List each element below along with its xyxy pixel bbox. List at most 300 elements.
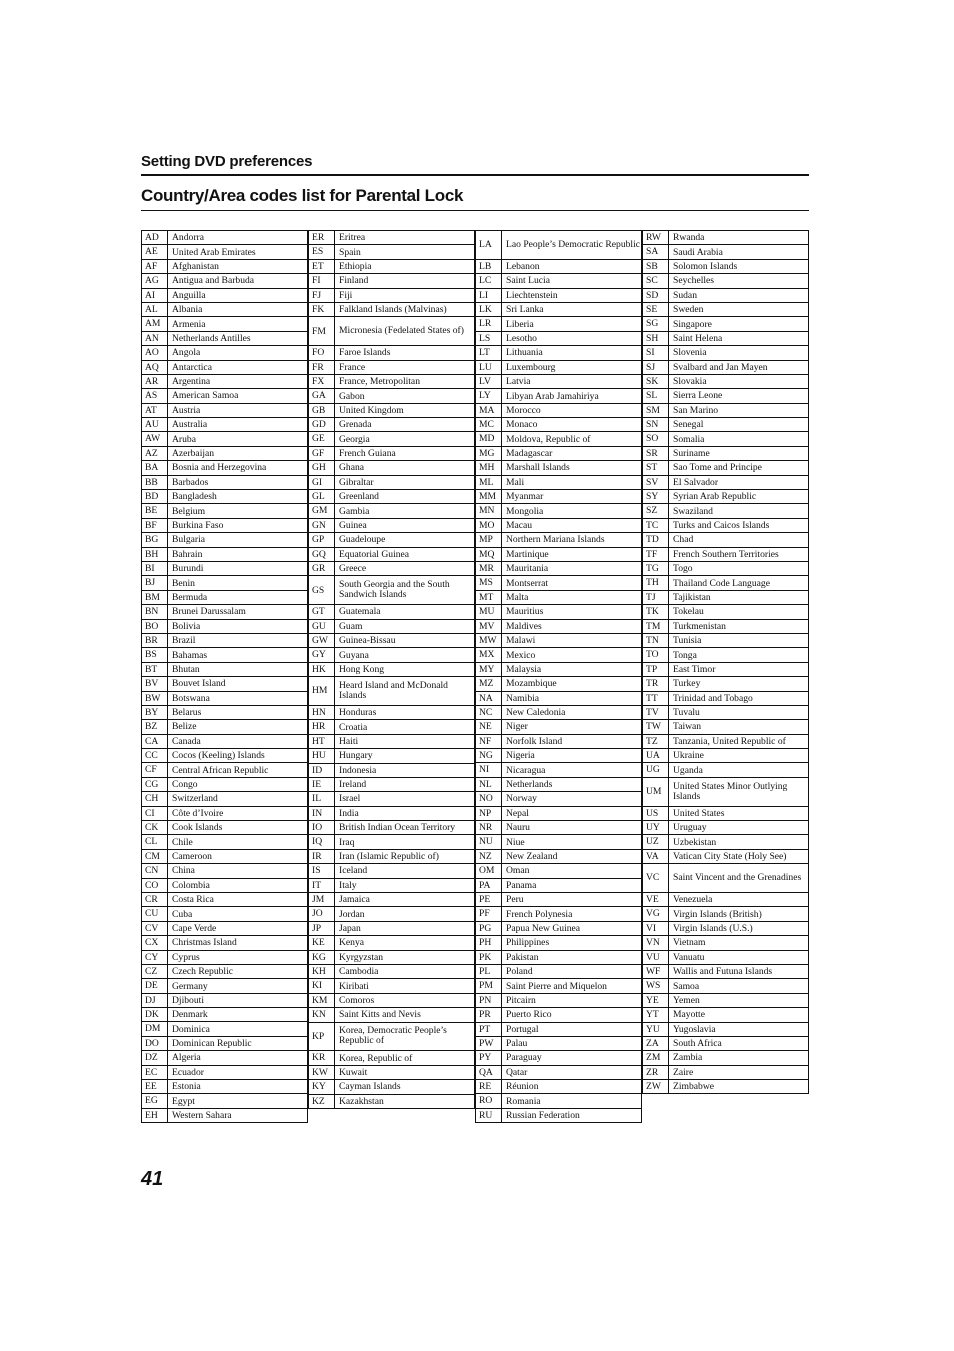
table-row <box>642 1023 809 1037</box>
country-name: Faroe Islands <box>339 347 391 359</box>
country-name: Brunei Darussalam <box>172 606 246 618</box>
country-code: BV <box>142 677 168 690</box>
table-row <box>642 951 809 965</box>
country-code: NU <box>476 835 502 848</box>
country-code: CG <box>142 778 168 791</box>
table-row <box>642 404 809 418</box>
table-row <box>308 893 475 907</box>
table-row <box>475 375 642 389</box>
country-code: BH <box>142 548 168 561</box>
country-name: Bouvet Island <box>172 678 226 690</box>
table-row <box>308 476 475 490</box>
table-row <box>642 763 809 777</box>
country-code: KR <box>309 1051 335 1064</box>
code-column-3 <box>475 230 642 1123</box>
table-row <box>308 778 475 792</box>
country-name: Malta <box>506 591 529 603</box>
country-code: AI <box>142 289 168 302</box>
table-row <box>141 1051 308 1065</box>
country-name: Dominican Republic <box>172 1038 252 1050</box>
country-name: Svalbard and Jan Mayen <box>673 361 768 373</box>
country-name: United States Minor Outlying Islands <box>673 780 788 802</box>
table-row <box>642 504 809 518</box>
country-name: Tuvalu <box>673 707 700 719</box>
table-row <box>308 706 475 720</box>
country-code: SM <box>643 404 669 417</box>
country-code: TC <box>643 519 669 532</box>
country-name: Togo <box>673 563 693 575</box>
table-row <box>642 835 809 849</box>
table-row <box>308 792 475 806</box>
country-name: Bulgaria <box>172 534 206 546</box>
country-name: France, Metropolitan <box>339 376 420 388</box>
country-code: GR <box>309 562 335 575</box>
table-row <box>475 303 642 317</box>
country-name: Cook Islands <box>172 822 223 834</box>
table-row <box>141 1022 308 1036</box>
country-name: Latvia <box>506 376 531 388</box>
country-name: Virgin Islands (British) <box>673 908 762 920</box>
country-name: Lao People’s Democratic Republic <box>506 238 641 250</box>
country-code: TR <box>643 677 669 690</box>
country-code: NR <box>476 821 502 834</box>
country-name: Netherlands <box>506 779 553 791</box>
country-code: KZ <box>309 1095 335 1108</box>
country-code: SH <box>643 332 669 345</box>
country-code: AF <box>142 260 168 273</box>
country-name: Marshall Islands <box>506 462 570 474</box>
country-code-table <box>141 230 809 1130</box>
country-name: Azerbaijan <box>172 448 215 460</box>
country-code: SB <box>643 260 669 273</box>
country-code: VE <box>643 893 669 906</box>
table-row <box>642 1051 809 1065</box>
table-row <box>308 807 475 821</box>
table-row <box>141 893 308 907</box>
country-name: British Indian Ocean Territory <box>339 822 456 834</box>
country-name: Liechtenstein <box>506 289 558 301</box>
table-row <box>475 548 642 562</box>
table-row <box>475 461 642 475</box>
country-code: KM <box>309 994 335 1007</box>
country-name: Egypt <box>172 1095 195 1107</box>
country-code: BY <box>142 706 168 719</box>
table-row <box>642 648 809 662</box>
country-name: Cape Verde <box>172 922 217 934</box>
table-row <box>475 922 642 936</box>
country-code: CY <box>142 951 168 964</box>
country-code: MY <box>476 663 502 676</box>
table-row <box>475 994 642 1008</box>
country-name: United States <box>673 807 725 819</box>
country-code: NO <box>476 792 502 805</box>
country-code: GA <box>309 389 335 402</box>
country-code: TG <box>643 562 669 575</box>
country-code: ID <box>309 764 335 777</box>
country-code: IE <box>309 778 335 791</box>
table-row <box>141 461 308 475</box>
table-row <box>141 778 308 792</box>
country-code: TJ <box>643 591 669 604</box>
table-row <box>308 965 475 979</box>
country-name: Jamaica <box>339 894 370 906</box>
table-row <box>642 432 809 446</box>
table-row <box>475 850 642 864</box>
country-code: SZ <box>643 504 669 517</box>
country-name: Georgia <box>339 433 370 445</box>
country-name: Oman <box>506 865 530 877</box>
table-row <box>475 778 642 792</box>
table-row <box>642 303 809 317</box>
country-name: Qatar <box>506 1066 528 1078</box>
country-name: Montserrat <box>506 577 549 589</box>
country-name: Nigeria <box>506 750 535 762</box>
country-code: TO <box>643 648 669 661</box>
table-row <box>642 591 809 605</box>
table-row <box>475 504 642 518</box>
country-code: TW <box>643 720 669 733</box>
table-row <box>308 749 475 763</box>
table-row <box>642 692 809 706</box>
country-code: BF <box>142 519 168 532</box>
country-code: AO <box>142 346 168 359</box>
country-code: SC <box>643 274 669 287</box>
country-name: French Southern Territories <box>673 548 779 560</box>
country-name: Bahrain <box>172 548 203 560</box>
table-row <box>141 648 308 662</box>
table-row <box>475 807 642 821</box>
country-code: MD <box>476 432 502 445</box>
table-row <box>141 663 308 677</box>
country-name: Solomon Islands <box>673 260 738 272</box>
country-name: Mayotte <box>673 1009 705 1021</box>
country-name: Kyrgyzstan <box>339 951 384 963</box>
country-name: Slovenia <box>673 347 707 359</box>
country-name: Bosnia and Herzegovina <box>172 462 267 474</box>
table-row <box>141 951 308 965</box>
table-row <box>642 375 809 389</box>
table-row <box>141 274 308 288</box>
table-row <box>308 634 475 648</box>
table-row <box>308 936 475 950</box>
table-row <box>308 504 475 518</box>
country-code: CF <box>142 763 168 776</box>
country-code: CO <box>142 879 168 892</box>
country-name: Ethiopia <box>339 260 372 272</box>
country-name: Falkland Islands (Malvinas) <box>339 304 447 316</box>
country-code: UG <box>643 763 669 776</box>
country-name: Nepal <box>506 807 529 819</box>
country-name: Norfolk Island <box>506 735 563 747</box>
country-name: Cyprus <box>172 951 200 963</box>
table-row <box>642 634 809 648</box>
country-name: Seychelles <box>673 275 715 287</box>
table-row <box>475 447 642 461</box>
country-name: Syrian Arab Republic <box>673 491 757 503</box>
country-name: Haiti <box>339 735 359 747</box>
table-row <box>141 864 308 878</box>
table-row <box>642 447 809 461</box>
country-name: Côte d’Ivoire <box>172 807 224 819</box>
table-row <box>475 936 642 950</box>
country-code: GW <box>309 634 335 647</box>
country-code: LB <box>476 260 502 273</box>
country-name: Malawi <box>506 635 536 647</box>
country-code: CI <box>142 807 168 820</box>
country-code: MN <box>476 504 502 517</box>
table-row <box>475 605 642 619</box>
country-name: Niger <box>506 721 528 733</box>
country-name: San Marino <box>673 404 719 416</box>
table-row <box>642 907 809 921</box>
country-code: RE <box>476 1080 502 1093</box>
section-title: Setting DVD preferences <box>141 153 313 170</box>
table-row <box>308 677 475 706</box>
country-code: RO <box>476 1094 502 1107</box>
country-code: NF <box>476 735 502 748</box>
country-name: Tokelau <box>673 606 704 618</box>
table-row <box>141 1109 308 1123</box>
table-row <box>642 418 809 432</box>
country-code: TD <box>643 533 669 546</box>
country-code: LC <box>476 274 502 287</box>
table-row <box>475 562 642 576</box>
country-name: Belize <box>172 721 197 733</box>
country-code: FJ <box>309 289 335 302</box>
table-row <box>642 231 809 245</box>
country-name: India <box>339 807 359 819</box>
country-code: MA <box>476 404 502 417</box>
table-row <box>642 720 809 734</box>
country-name: French Guiana <box>339 448 396 460</box>
country-code: AU <box>142 418 168 431</box>
country-name: Mozambique <box>506 678 557 690</box>
country-name: Nicaragua <box>506 764 546 776</box>
table-row <box>141 979 308 993</box>
country-code: BW <box>142 692 168 705</box>
country-name: Netherlands Antilles <box>172 332 251 344</box>
country-name: Ghana <box>339 462 365 474</box>
country-code: MH <box>476 461 502 474</box>
country-name: Poland <box>506 966 533 978</box>
table-row <box>475 389 642 403</box>
country-name: Greece <box>339 563 367 575</box>
table-row <box>642 461 809 475</box>
table-row <box>475 533 642 547</box>
table-row <box>642 562 809 576</box>
country-name: Trinidad and Tobago <box>673 692 753 704</box>
country-name: Pitcairn <box>506 994 536 1006</box>
country-code: NG <box>476 749 502 762</box>
country-name: Belarus <box>172 707 202 719</box>
country-name: Panama <box>506 879 537 891</box>
table-row <box>308 231 475 245</box>
country-code: KY <box>309 1080 335 1093</box>
table-row <box>308 418 475 432</box>
table-row <box>141 605 308 619</box>
country-code: AG <box>142 274 168 287</box>
country-code: BR <box>142 634 168 647</box>
country-code: GD <box>309 418 335 431</box>
country-name: Western Sahara <box>172 1110 232 1122</box>
country-name: Norway <box>506 793 537 805</box>
country-code: GT <box>309 605 335 618</box>
table-row <box>141 965 308 979</box>
country-code: AM <box>142 317 168 330</box>
country-code: PL <box>476 965 502 978</box>
country-code: LR <box>476 317 502 330</box>
heading-rule <box>141 210 809 211</box>
country-name: Vietnam <box>673 937 706 949</box>
country-name: Hong Kong <box>339 663 385 675</box>
country-name: South Africa <box>673 1038 722 1050</box>
country-name: Cameroon <box>172 850 212 862</box>
table-row <box>141 807 308 821</box>
country-name: Sao Tome and Principe <box>673 462 762 474</box>
country-code: DZ <box>142 1051 168 1064</box>
table-row <box>475 792 642 806</box>
country-name: Mauritius <box>506 606 544 618</box>
country-code: KP <box>309 1023 335 1051</box>
country-code: CA <box>142 735 168 748</box>
country-name: Sri Lanka <box>506 304 544 316</box>
country-name: Argentina <box>172 376 211 388</box>
country-name: Israel <box>339 793 361 805</box>
country-name: Portugal <box>506 1023 539 1035</box>
country-code: PT <box>476 1023 502 1036</box>
country-name: Bermuda <box>172 591 208 603</box>
table-row <box>475 231 642 260</box>
table-row <box>475 490 642 504</box>
table-row <box>642 749 809 763</box>
table-row <box>475 576 642 590</box>
code-column-2 <box>308 230 475 1109</box>
country-code: BD <box>142 490 168 503</box>
country-code: IQ <box>309 835 335 848</box>
table-row <box>308 821 475 835</box>
table-row <box>308 648 475 662</box>
table-row <box>308 1095 475 1109</box>
table-row <box>308 764 475 778</box>
country-code: HN <box>309 706 335 719</box>
table-row <box>475 893 642 907</box>
table-row <box>308 979 475 993</box>
country-code: SK <box>643 375 669 388</box>
country-name: Réunion <box>506 1081 539 1093</box>
country-name: Tanzania, United Republic of <box>673 735 786 747</box>
country-name: Rwanda <box>673 232 705 244</box>
country-code: MW <box>476 634 502 647</box>
country-code: GE <box>309 432 335 445</box>
table-row <box>475 1094 642 1108</box>
country-code: PA <box>476 879 502 892</box>
table-row <box>642 850 809 864</box>
country-name: Libyan Arab Jamahiriya <box>506 390 599 402</box>
table-row <box>475 835 642 849</box>
country-name: Guinea-Bissau <box>339 635 396 647</box>
country-code: ST <box>643 461 669 474</box>
country-name: Ukraine <box>673 750 704 762</box>
table-row <box>308 562 475 576</box>
table-row <box>475 361 642 375</box>
table-row <box>475 1066 642 1080</box>
country-name: French Polynesia <box>506 908 573 920</box>
country-code: DO <box>142 1037 168 1050</box>
country-name: Madagascar <box>506 448 553 460</box>
country-code: TK <box>643 605 669 618</box>
country-name: Uzbekistan <box>673 836 717 848</box>
table-row <box>475 332 642 346</box>
country-code: CR <box>142 893 168 906</box>
country-name: Australia <box>172 419 208 431</box>
country-code: KN <box>309 1008 335 1021</box>
table-row <box>141 289 308 303</box>
table-row <box>308 922 475 936</box>
country-name: Costa Rica <box>172 894 214 906</box>
country-code: AT <box>142 404 168 417</box>
country-name: Turkmenistan <box>673 620 726 632</box>
country-code: ZM <box>643 1051 669 1064</box>
table-row <box>475 620 642 634</box>
table-row <box>308 1008 475 1022</box>
country-name: Palau <box>506 1038 528 1050</box>
country-name: Dominica <box>172 1023 210 1035</box>
country-code: CZ <box>142 965 168 978</box>
table-row <box>141 835 308 849</box>
country-code: AD <box>142 231 168 244</box>
table-row <box>308 432 475 446</box>
country-name: Philippines <box>506 937 550 949</box>
country-name: Wallis and Futuna Islands <box>673 966 773 978</box>
country-code: PN <box>476 994 502 1007</box>
country-code: EG <box>142 1094 168 1107</box>
table-row <box>475 289 642 303</box>
table-row <box>141 907 308 921</box>
country-code: BZ <box>142 720 168 733</box>
country-code: SY <box>643 490 669 503</box>
country-code: TH <box>643 576 669 589</box>
table-row <box>308 375 475 389</box>
table-row <box>475 879 642 893</box>
table-row <box>475 591 642 605</box>
table-row <box>308 850 475 864</box>
country-code: DM <box>142 1022 168 1035</box>
country-code: VU <box>643 951 669 964</box>
country-code: BM <box>142 591 168 604</box>
table-row <box>141 720 308 734</box>
table-row <box>308 317 475 346</box>
country-code: AE <box>142 245 168 258</box>
country-code: MG <box>476 447 502 460</box>
country-code: KG <box>309 951 335 964</box>
code-column-1 <box>141 230 308 1123</box>
country-code: KH <box>309 965 335 978</box>
country-name: Guam <box>339 620 363 632</box>
country-code: CH <box>142 792 168 805</box>
country-name: Bangladesh <box>172 491 217 503</box>
country-name: Gibraltar <box>339 476 374 488</box>
table-row <box>642 245 809 259</box>
country-code: SL <box>643 389 669 402</box>
country-name: Finland <box>339 275 369 287</box>
country-code: AR <box>142 375 168 388</box>
country-code: VI <box>643 922 669 935</box>
table-row <box>475 663 642 677</box>
country-name: Chad <box>673 534 694 546</box>
country-name: Puerto Rico <box>506 1009 552 1021</box>
country-name: Sierra Leone <box>673 390 723 402</box>
country-name: Maldives <box>506 620 542 632</box>
